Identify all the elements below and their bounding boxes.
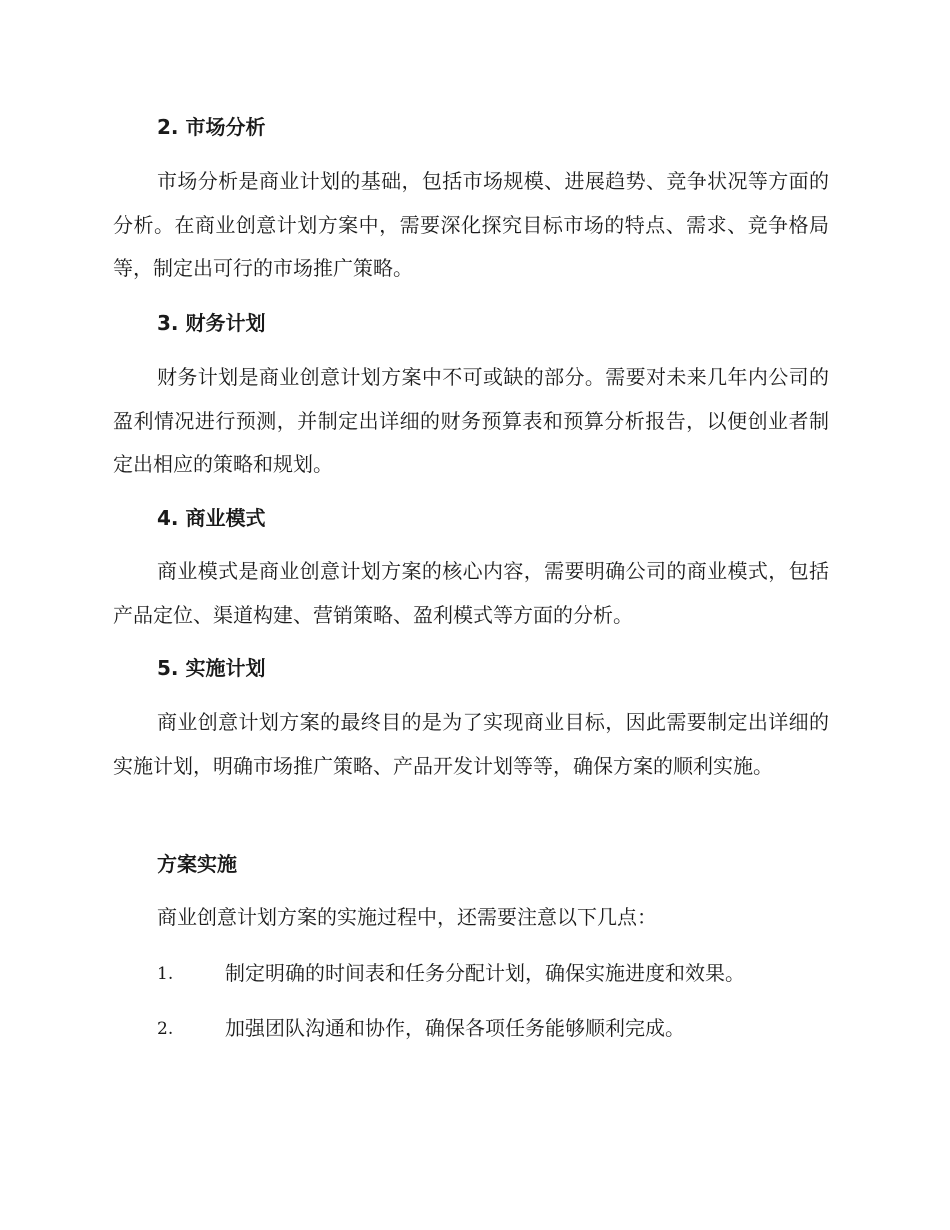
section-body-implementation-plan: 商业创意计划方案的最终目的是为了实现商业目标，因此需要制定出详细的实施计划，明确市场推广策略、产品开发计划等等，确保方案的顺利实施。 xyxy=(113,710,829,778)
section-heading-market-analysis: 2. 市场分析 xyxy=(157,115,266,139)
section-heading-implementation-plan: 5. 实施计划 xyxy=(157,656,266,680)
section-body-business-model: 商业模式是商业创意计划方案的核心内容，需要明确公司的商业模式，包括产品定位、渠道构建、营销策略、盈利模式等方面的分析。 xyxy=(113,559,829,627)
section-heading-financial-plan: 3. 财务计划 xyxy=(157,311,266,335)
section-body-financial-plan: 财务计划是商业创意计划方案中不可或缺的部分。需要对未来几年内公司的盈利情况进行预测，并制定出详细的财务预算表和预算分析报告，以便创业者制定出相应的策略和规划。 xyxy=(113,365,829,476)
implementation-intro: 商业创意计划方案的实施过程中，还需要注意以下几点： xyxy=(157,905,657,929)
list-item-number: 2. xyxy=(157,1019,174,1039)
list-item-text: 制定明确的时间表和任务分配计划，确保实施进度和效果。 xyxy=(225,961,745,985)
section-heading-business-model: 4. 商业模式 xyxy=(157,506,266,530)
list-item-text: 加强团队沟通和协作，确保各项任务能够顺利完成。 xyxy=(225,1016,685,1040)
section-body-market-analysis: 市场分析是商业计划的基础，包括市场规模、进展趋势、竞争状况等方面的分析。在商业创意计划方案中，需要深化探究目标市场的特点、需求、竞争格局等，制定出可行的市场推广策略。 xyxy=(113,169,829,280)
implementation-heading: 方案实施 xyxy=(157,852,237,876)
list-item-number: 1. xyxy=(157,964,174,984)
